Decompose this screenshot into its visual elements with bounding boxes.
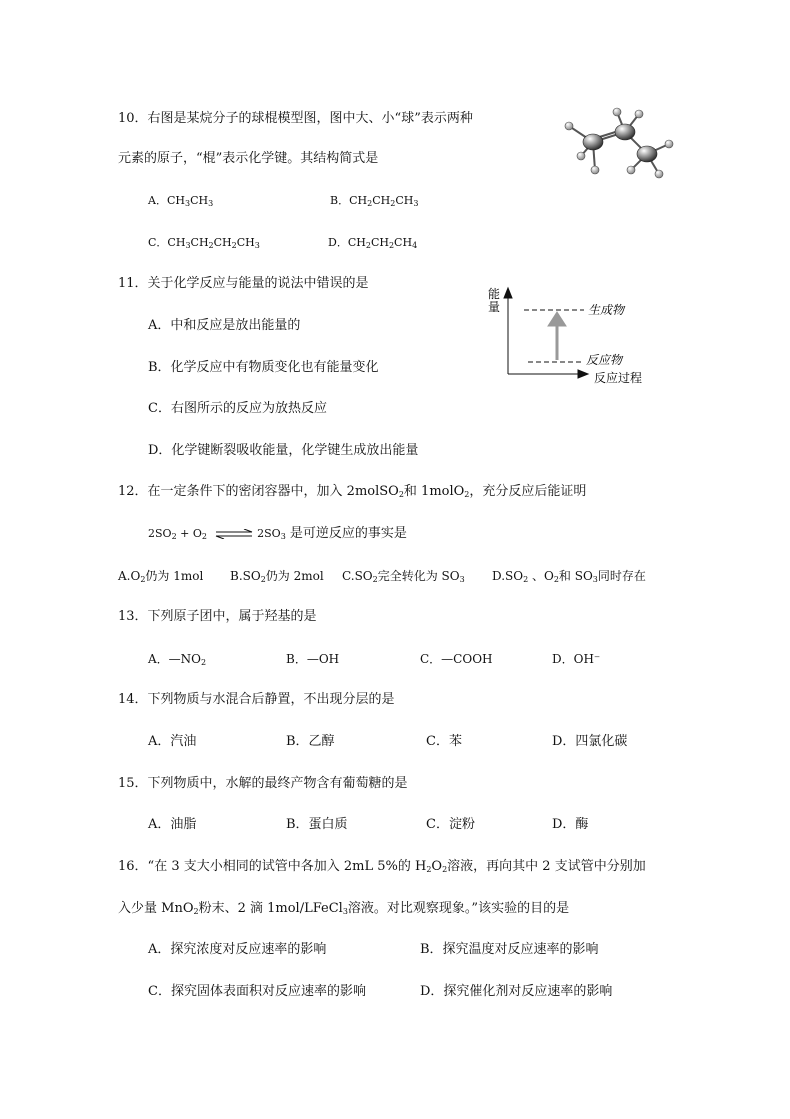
q10-stem-line1: 10．右图是某烷分子的球棍模型图，图中大、小“球”表示两种	[118, 111, 473, 126]
q12-option-a: $A.O_2$仍为 1mol	[118, 569, 204, 584]
q10-option-c: C．$CH_3CH_2CH_2CH_3$	[148, 236, 260, 250]
q13-stem: 13．下列原子团中，属于羟基的是	[118, 609, 317, 624]
q12-equation: $2SO_2 + O_2$ $2SO_3$ 是可逆反应的事实是	[148, 526, 407, 541]
q16-option-c: C．探究固体表面积对反应速率的影响	[148, 984, 366, 999]
reversible-arrow-icon	[214, 529, 254, 539]
q12-option-b: $B.SO_2$仍为 2mol	[230, 569, 324, 584]
q13-option-d: D．OH⁻	[552, 652, 601, 666]
q15-stem: 15．下列物质中，水解的最终产物含有葡萄糖的是	[118, 776, 408, 791]
q16-stem-line2: 入少量 MnO$_2$粉末、2 滴 1mol/LFeCl$_3$溶液。对比观察现象。”该实验的目的是	[118, 901, 570, 916]
q15-option-a: A．油脂	[148, 817, 197, 832]
energy-axis-label-2: 量	[488, 300, 501, 314]
q16-option-d: D．探究催化剂对反应速率的影响	[420, 984, 613, 999]
q16-option-a: A．探究浓度对反应速率的影响	[148, 942, 327, 957]
reactant-label: 反应物	[586, 353, 623, 367]
q10-stem-line2: 元素的原子，“棍”表示化学键。其结构简式是	[118, 151, 379, 166]
energy-axis-label-1: 能	[488, 287, 501, 301]
reaction-process-label: 反应过程	[594, 371, 643, 385]
q12-option-c: $C.SO_2$完全转化为 $SO_3$	[342, 569, 465, 584]
q14-option-a: A．汽油	[148, 734, 197, 749]
energy-diagram	[484, 280, 654, 388]
q11-option-c: C．右图所示的反应为放热反应	[148, 401, 327, 416]
q11-option-b: B．化学反应中有物质变化也有能量变化	[148, 360, 379, 375]
q15-option-c: C．淀粉	[426, 817, 475, 832]
q14-option-b: B．乙醇	[286, 734, 335, 749]
q16-stem-line1: 16．“在 3 支大小相同的试管中各加入 2mL 5%的 $H_2O_2$溶液，再向其中 2 支试管中分别加	[118, 859, 646, 874]
q11-option-d: D．化学键断裂吸收能量，化学键生成放出能量	[148, 443, 419, 458]
q15-option-d: D．酶	[552, 817, 589, 832]
q13-option-c: C．—COOH	[420, 652, 493, 666]
q16-option-b: B．探究温度对反应速率的影响	[420, 942, 599, 957]
q15-option-b: B．蛋白质	[286, 817, 348, 832]
product-label: 生成物	[588, 303, 625, 317]
q12-option-d: $D.SO_2$ 、$O_2$和 $SO_3$同时存在	[492, 569, 646, 584]
q13-option-b: B．—OH	[286, 652, 340, 666]
q11-stem: 11．关于化学反应与能量的说法中错误的是	[118, 276, 369, 291]
q11-option-a: A．中和反应是放出能量的	[148, 318, 301, 333]
q12-stem-line1: 12．在一定条件下的密闭容器中，加入 2molSO$_2$和 1molO$_2$，充分反应后能证明	[118, 484, 587, 499]
ball-stick-model-figure	[555, 102, 685, 182]
q14-stem: 14．下列物质与水混合后静置，不出现分层的是	[118, 692, 395, 707]
q10-option-d: D．$CH_2CH_2CH_4$	[328, 236, 418, 250]
q14-option-c: C．苯	[426, 734, 462, 749]
q10-option-b: B．$CH_2CH_2CH_3$	[330, 194, 419, 208]
q10-option-a: A．$CH_3CH_3$	[148, 194, 214, 208]
q13-option-a: A．$—NO_2$	[148, 652, 207, 667]
q14-option-d: D．四氯化碳	[552, 734, 628, 749]
